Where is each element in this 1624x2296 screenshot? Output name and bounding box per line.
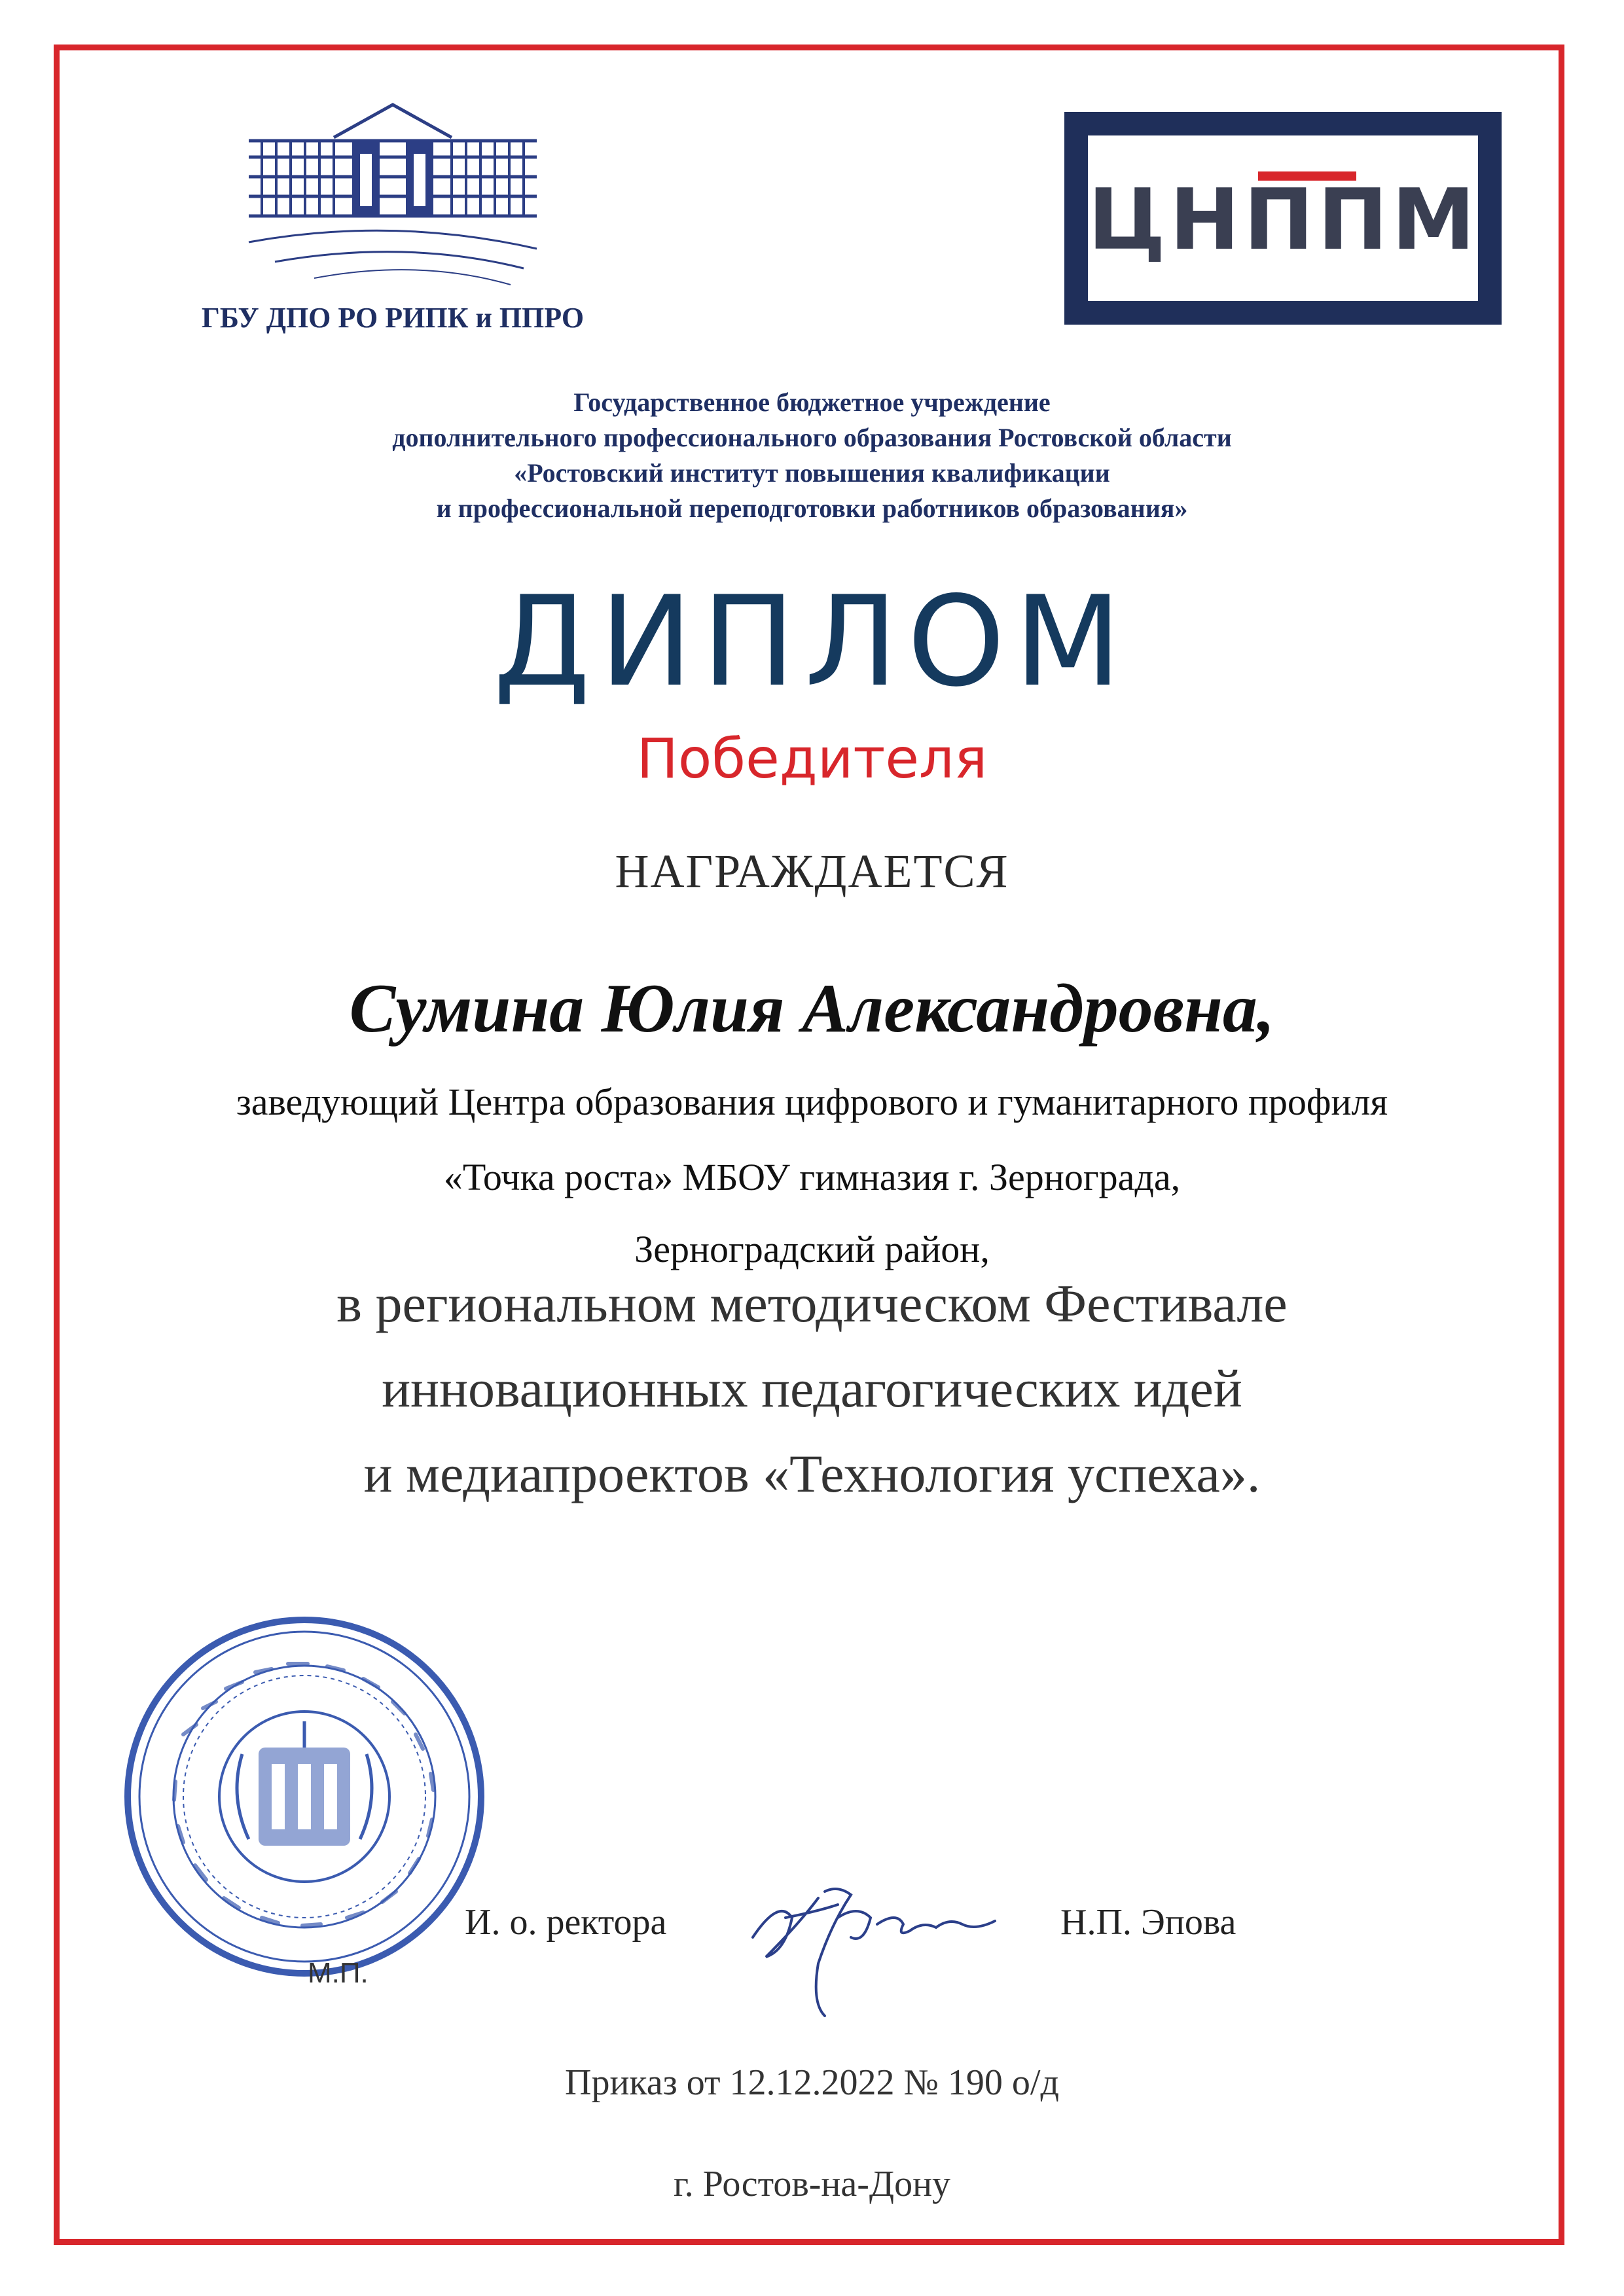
signature-icon [740,1859,1001,2029]
awarded-label: НАГРАЖДАЕТСЯ [615,845,1009,897]
recipient-position-line-2: «Точка роста» МБОУ гимназия г. Зернограда, [443,1156,1181,1198]
rector-name: Н.П. Эпова [1060,1902,1236,1943]
diploma-title: ДИПЛОМ [493,569,1131,714]
rector-title: И. о. ректора [465,1902,667,1943]
left-logo-caption: ГБУ ДПО РО РИПК и ППРО [201,302,585,334]
city: г. Ростов-на-Дону [673,2164,951,2204]
recipient-position-line-3: Зерноградский район, [634,1228,990,1270]
event-line-3: и медиапроектов «Технология успеха». [363,1444,1261,1503]
org-line-3: «Ростовский институт повышения квалификации [514,458,1110,488]
official-seal-icon [118,1610,491,1983]
seal-label: М.П. [308,1957,369,1989]
cnppm-logo-text: ЦНППМ [1088,171,1479,269]
event-line-2: инновационных педагогических идей [382,1359,1242,1418]
institute-building-icon [236,92,550,288]
order-reference: Приказ от 12.12.2022 № 190 о/д [565,2062,1059,2103]
recipient-position-line-1: заведующий Центра образования цифрового и гуманитарного профиля [236,1081,1388,1123]
org-line-4: и профессиональной переподготовки работников образования» [436,493,1188,523]
org-line-2: дополнительного профессионального образования Ростовской области [392,423,1232,452]
org-line-1: Государственное бюджетное учреждение [573,387,1051,417]
cnppm-logo [1064,112,1502,325]
event-line-1: в региональном методическом Фестивале [336,1274,1288,1333]
recipient-name: Сумина Юлия Александровна, [349,970,1275,1047]
diploma-subtitle: Победителя [636,726,988,791]
